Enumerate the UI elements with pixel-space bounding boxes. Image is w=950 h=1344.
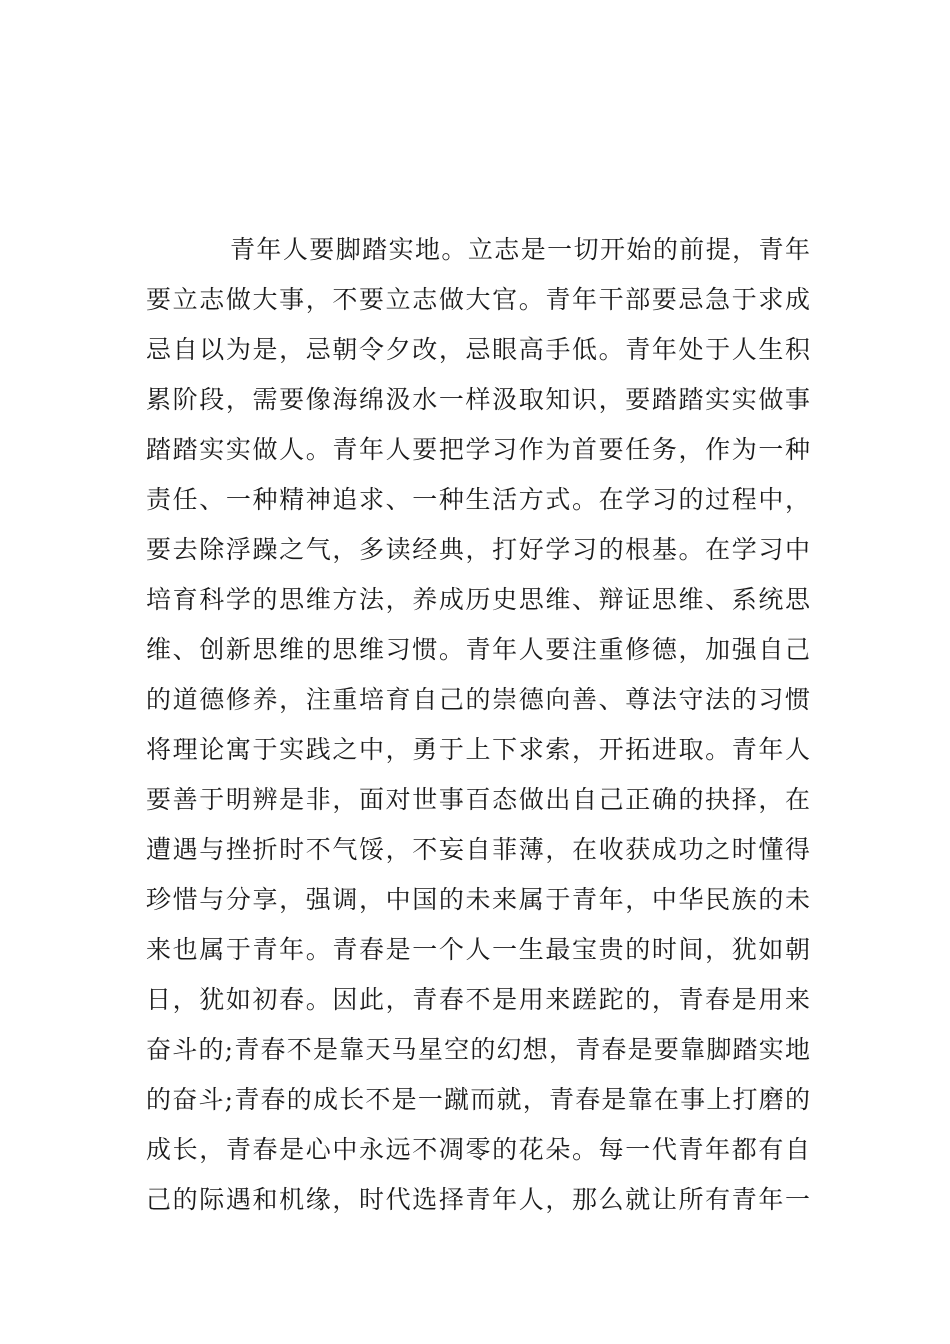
paragraph-line: 的奋斗;青春的成长不是一蹴而就，青春是靠在事上打磨的 [146,1085,810,1114]
paragraph-line: 己的际遇和机缘，时代选择青年人，那么就让所有青年一 [146,1185,810,1214]
paragraph-line: 累阶段，需要像海绵汲水一样汲取知识，要踏踏实实做事 [146,385,810,414]
paragraph-line: 奋斗的;青春不是靠天马星空的幻想，青春是要靠脚踏实地 [146,1035,810,1064]
paragraph-line: 遭遇与挫折时不气馁，不妄自菲薄，在收获成功之时懂得 [146,835,810,864]
paragraph-line: 维、创新思维的思维习惯。青年人要注重修德，加强自己 [146,635,810,664]
paragraph-line: 责任、一种精神追求、一种生活方式。在学习的过程中， [146,485,810,514]
paragraph-line: 踏踏实实做人。青年人要把学习作为首要任务，作为一种 [146,435,810,464]
paragraph-line: 的道德修养，注重培育自己的崇德向善、尊法守法的习惯 [146,685,810,714]
paragraph-line: 珍惜与分享，强调，中国的未来属于青年，中华民族的未 [146,885,810,914]
paragraph-line: 培育科学的思维方法，养成历史思维、辩证思维、系统思 [146,585,810,614]
paragraph-line: 来也属于青年。青春是一个人一生最宝贵的时间，犹如朝 [146,935,810,964]
paragraph-line: 成长，青春是心中永远不凋零的花朵。每一代青年都有自 [146,1135,810,1164]
body-paragraph [146,228,810,1228]
paragraph-line: 忌自以为是，忌朝令夕改，忌眼高手低。青年处于人生积 [146,335,810,364]
paragraph-line: 青年人要脚踏实地。立志是一切开始的前提，青年 [230,235,810,264]
paragraph-line: 将理论寓于实践之中，勇于上下求索，开拓进取。青年人 [146,735,810,764]
paragraph-line: 要立志做大事，不要立志做大官。青年干部要忌急于求成 [146,285,810,314]
paragraph-line: 要去除浮躁之气，多读经典，打好学习的根基。在学习中 [146,535,810,564]
paragraph-line: 要善于明辨是非，面对世事百态做出自己正确的抉择，在 [146,785,810,814]
paragraph-line: 日，犹如初春。因此，青春不是用来蹉跎的，青春是用来 [146,985,810,1014]
